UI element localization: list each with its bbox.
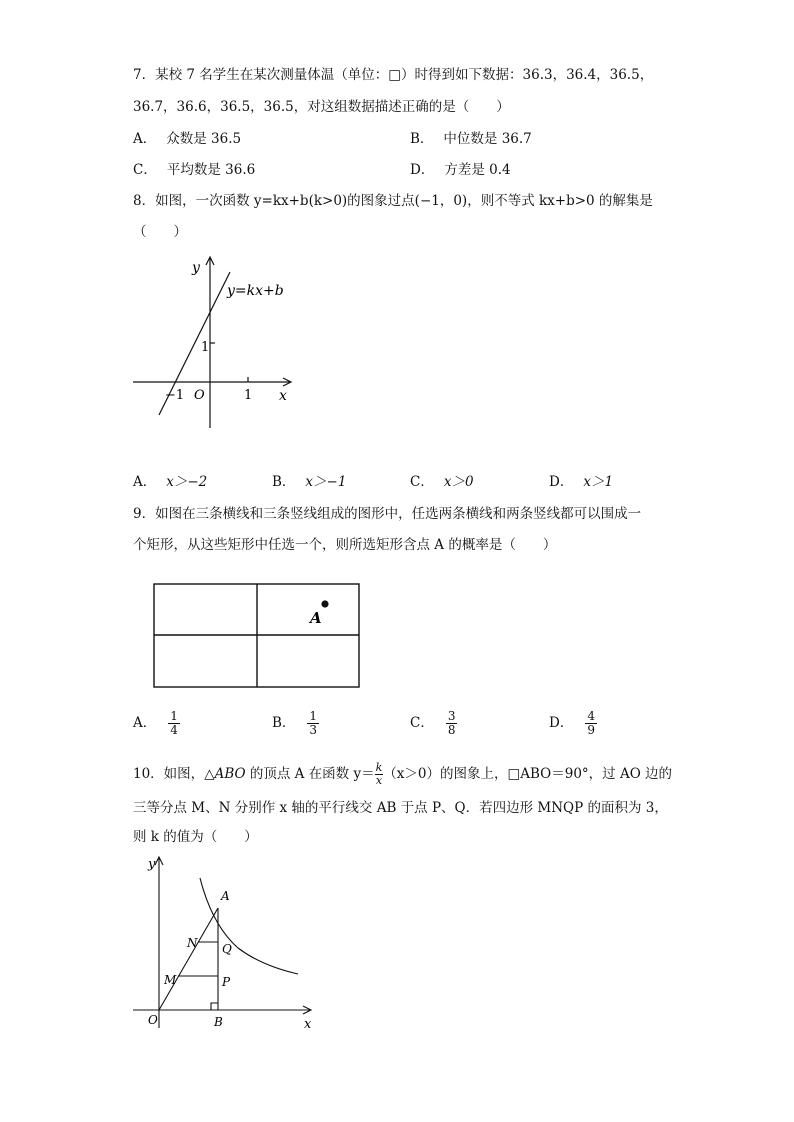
q8-stem-line2: （ ） xyxy=(133,224,187,240)
q8-tick-label-y1: 1 xyxy=(201,340,210,355)
q10-hyperbola-curve xyxy=(200,878,298,974)
q9-stem-line2: 个矩形，从这些矩形中任选一个，则所选矩形含点 A 的概率是（ ） xyxy=(133,537,557,553)
q9-option-a[interactable]: A． $\frac{1}{4}$ xyxy=(133,709,178,737)
q10-label-a: A xyxy=(221,889,230,903)
q8-origin-label: O xyxy=(194,388,205,403)
q9-point-a-label: A xyxy=(310,609,322,627)
q10-label-b: B xyxy=(214,1015,223,1029)
q10-stem-line3: 则 k 的值为（ ） xyxy=(133,829,258,845)
q10-figure-hyperbola xyxy=(128,850,328,1035)
q10-stem-line2: 三等分点 M、N 分别作 x 轴的平行线交 AB 于点 P、Q．若四边形 MNQP 的面积为 3， xyxy=(133,800,668,816)
q10-label-o: O xyxy=(148,1013,158,1027)
q8-func-label: y=kx+b xyxy=(227,283,284,299)
q8-option-c[interactable]: C． x＞0 xyxy=(410,474,474,490)
q10-stem-line1: 10．如图，△ABO 的顶点 A 在函数 y＝ $\frac{k}{x}$ （x＞0）的图象上，□ABO＝90°，过 AO 边的 xyxy=(133,761,673,787)
q10-x-label: x xyxy=(304,1017,312,1032)
q10-y-label: y xyxy=(148,857,156,872)
q8-y-label: y xyxy=(192,260,200,276)
q10-label-p: P xyxy=(222,975,231,989)
q10-label-m: M xyxy=(164,973,177,987)
q8-option-b[interactable]: B． x＞−1 xyxy=(272,474,347,490)
q8-x-label: x xyxy=(279,388,287,404)
q9-option-b-fraction: $\frac{1}{3}$ xyxy=(309,709,318,737)
q8-tick-label-x1: 1 xyxy=(244,388,253,403)
q8-stem-line1: 8．如图，一次函数 y=kx+b(k>0)的图象过点(−1，0)，则不等式 kx+b>0 的解集是 xyxy=(133,193,653,209)
q9-option-c-fraction: $\frac{3}{8}$ xyxy=(447,709,456,737)
q10-right-angle-mark xyxy=(211,1003,218,1010)
q10-segment-oa xyxy=(159,908,218,1010)
q9-option-d-fraction: $\frac{4}{9}$ xyxy=(587,709,595,737)
q9-option-a-fraction: $\frac{1}{4}$ xyxy=(170,709,178,737)
q7-option-b[interactable]: B． 中位数是 36.7 xyxy=(410,131,532,147)
q10-label-n: N xyxy=(187,936,198,950)
q9-figure-grid xyxy=(150,580,365,690)
q10-k-over-x: $\frac{k}{x}$ xyxy=(375,761,383,787)
q9-stem-line1: 9．如图在三条横线和三条竖线组成的图形中，任选两条横线和两条竖线都可以围成一 xyxy=(133,506,642,522)
q8-figure-linear-graph xyxy=(125,250,315,435)
q9-option-d[interactable]: D． $\frac{4}{9}$ xyxy=(549,709,595,737)
q9-point-a xyxy=(321,600,328,607)
q9-option-c[interactable]: C． $\frac{3}{8}$ xyxy=(410,709,456,737)
q9-option-b[interactable]: B． $\frac{1}{3}$ xyxy=(272,709,318,737)
q8-option-a[interactable]: A． x＞−2 xyxy=(133,474,208,490)
q7-stem-line2: 36.7，36.6，36.5，36.5，对这组数据描述正确的是（ ） xyxy=(133,99,510,115)
q7-option-a[interactable]: A． 众数是 36.5 xyxy=(133,131,242,147)
q10-label-q: Q xyxy=(222,942,232,956)
q7-option-d[interactable]: D． 方差是 0.4 xyxy=(410,162,511,178)
q8-tick-label-neg1: −1 xyxy=(165,388,185,403)
q7-stem-line1: 7．某校 7 名学生在某次测量体温（单位：□）时得到如下数据：36.3，36.4，36.5， xyxy=(133,67,654,83)
q7-option-c[interactable]: C． 平均数是 36.6 xyxy=(133,162,256,178)
q8-option-d[interactable]: D． x＞1 xyxy=(549,474,614,490)
